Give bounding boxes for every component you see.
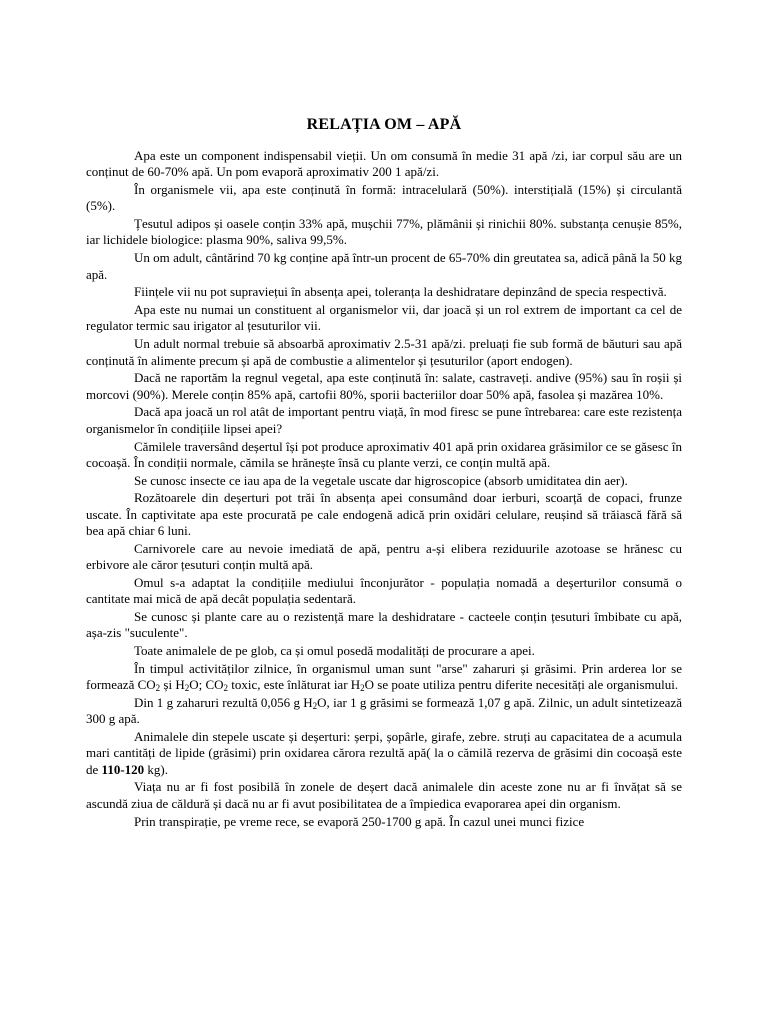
paragraph: Dacă ne raportăm la regnul vegetal, apa este conținută în: salate, castraveți. andive (95%) sau în roșii și morcovi (90%). Merele conțin 85% apă, cartofii 80%, sporii bacteriilor doar 50% apă, fasolea și mazărea 10%. — [86, 370, 682, 402]
paragraph: Rozătoarele din deșerturi pot trăi în absența apei consumând doar ierburi, scoarță de copaci, frunze uscate. În captivitate apa este procurată pe cale endogenă adică prin oxidări celulare, reușind să trăiască fără să bea apă chiar 6 luni. — [86, 490, 682, 539]
paragraph: Ființele vii nu pot supraviețui în absența apei, toleranța la deshidratare depinzând de specia respectivă. — [134, 284, 667, 300]
paragraph: Apa este un component indispensabil vieții. Un om consumă în medie 31 apă /zi, iar corpul său are un conținut de 60-70% apă. Un pom evaporă aproximativ 200 1 apă/zi. — [86, 148, 682, 180]
paragraph: Se cunosc insecte ce iau apa de la vegetale uscate dar higroscopice (absorb umiditatea din aer). — [134, 472, 628, 488]
paragraph: Un om adult, cântărind 70 kg conține apă într-un procent de 65-70% din greutatea sa, adică până la 50 kg apă. — [86, 250, 682, 282]
paragraph: Dacă apa joacă un rol atât de important pentru viață, în mod firesc se pune întrebarea: care este rezistența organismelor în condițiile lipsei apei? — [86, 404, 682, 436]
paragraph: Omul s-a adaptat la condițiile mediului înconjurător - populația nomadă a deșerturilor consumă o cantitate mai mică de apă decât populația sedentară. — [86, 574, 682, 607]
bold-value: 110-120 — [101, 761, 145, 777]
paragraph-water-yield: Din 1 g zaharuri rezultă 0,056 g $H_2O$, iar 1 g grăsimi se formează 1,07 g apă. Zilnic, un adult sintetizează 300 g apă. — [86, 695, 682, 727]
paragraph-steppe-animals: Animalele din stepele uscate și deșerturi: șerpi, șopârle, girafe, zebre. struți au capacitatea de a acumula mari cantități de lipide (grăsimi) prin oxidarea cărora rezultă apă( la o cămilă rezerva de grăsimi din cocoașă este de 110-120 kg). — [86, 729, 682, 777]
paragraph: Prin transpirație, pe vreme rece, se evaporă 250-1700 g apă. În cazul unei munci fizice — [134, 813, 585, 829]
paragraph: În organismele vii, apa este conținută în formă: intracelulară (50%). interstițială (15%) și circulantă (5%). — [86, 182, 682, 214]
paragraph: Cămilele traversând deșertul își pot produce aproximativ 401 apă prin oxidarea grăsimilor ce se găsesc în cocoașă. În condiții normale, cămila se hrănește însă cu plante verzi, ce conțin multă apă. — [86, 438, 682, 470]
document-title: RELAȚIA OM – APĂ — [306, 116, 462, 133]
paragraph: Viața nu ar fi fost posibilă în zonele de deșert dacă animalele din aceste zone nu ar fi învățat să se ascundă ziua de căldură și dacă nu ar fi avut posibilitatea de a împiedica evaporarea apei din organism. — [86, 779, 682, 811]
paragraph: Țesutul adipos și oasele conțin 33% apă, mușchii 77%, plămânii și rinichii 80%. substanța cenușie 85%, iar lichidele biologice: plasma 90%, saliva 99,5%. — [86, 216, 682, 248]
paragraph: Un adult normal trebuie să absoarbă aproximativ 2.5-31 apă/zi. preluați fie sub formă de băuturi sau apă conținută în alimente precum și apă de combustie a alimentelor și țesuturilor (aport endogen). — [86, 336, 682, 368]
paragraph-chemistry: În timpul activităților zilnice, în organismul uman sunt "arse" zaharuri și grăsimi. Prin arderea lor se formează $CO_2$ și $H_2O$; $CO_2$ toxic, este înlăturat iar $H_2O$ se poate utiliza pentru diferite necesități ale organismului. — [86, 660, 682, 694]
paragraph: Se cunosc și plante care au o rezistență mare la deshidratare - cacteele conțin țesuturi îmbibate cu apă, așa-zis "suculente". — [86, 609, 682, 641]
paragraph: Toate animalele de pe glob, ca și omul posedă modalități de procurare a apei. — [134, 643, 535, 659]
paragraph: Apa este nu numai un constituent al organismelor vii, dar joacă și un rol extrem de important ca cel de regulator termic sau irigator al țesuturilor vii. — [86, 302, 682, 334]
paragraph: Carnivorele care au nevoie imediată de apă, pentru a-și elibera reziduurile azotoase se hrănesc cu erbivore ale căror țesuturi conțin multă apă. — [86, 540, 682, 573]
